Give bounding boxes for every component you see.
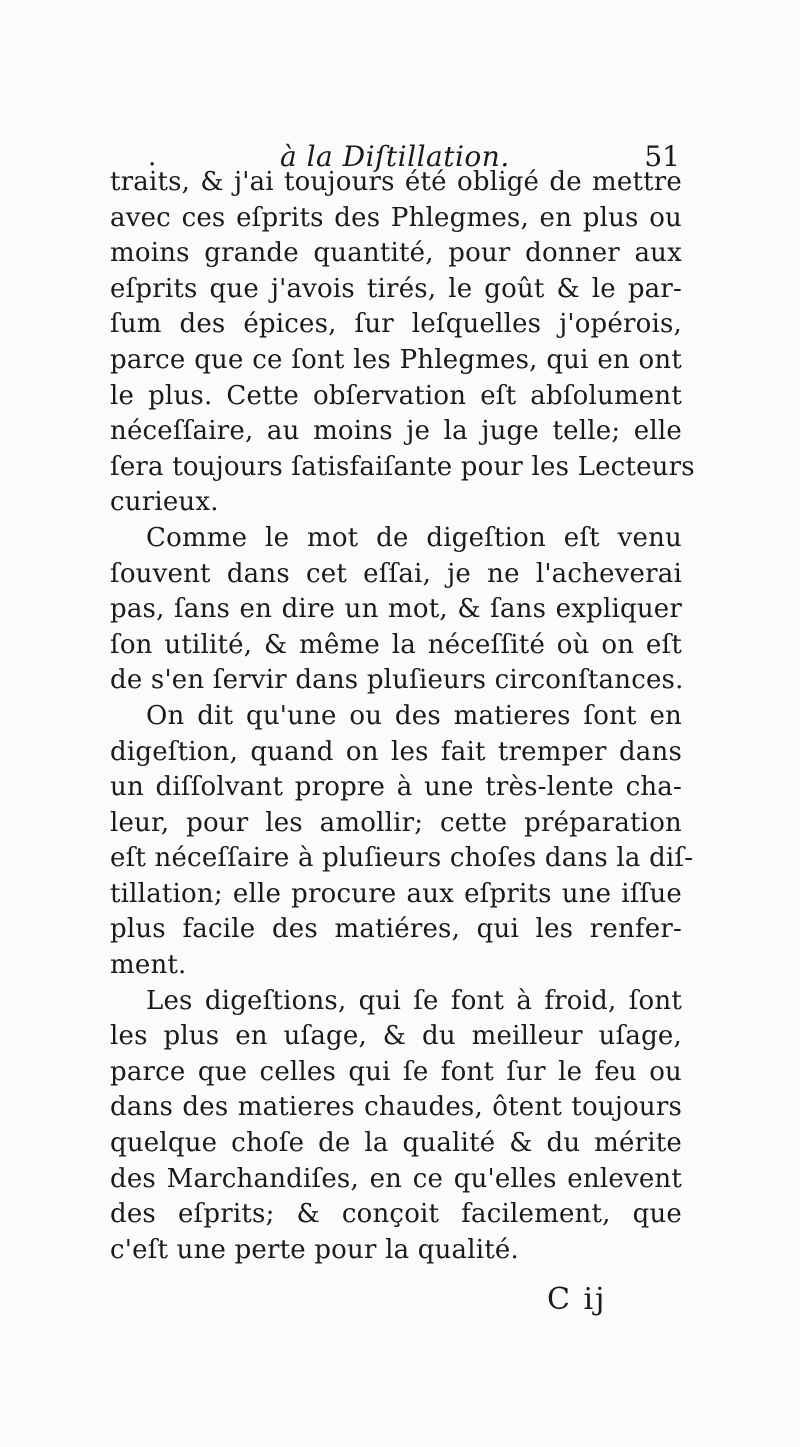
text-line: ſon utilité, & même la néceſſité où on eſt [110, 629, 682, 660]
text-line: le plus. Cette obſervation eſt abſolument [110, 380, 682, 411]
text-line: quelque choſe de la qualité & du mérite [110, 1128, 682, 1159]
text-line: parce que celles qui ſe font ſur le feu ou [110, 1056, 682, 1087]
text-line: Les digeſtions, qui ſe font à froid, ſont [146, 985, 682, 1016]
text-line: On dit qu'une ou des matieres ſont en [146, 700, 682, 731]
text-line: néceſſaire, au moins je la juge telle; elle [110, 416, 682, 447]
running-head-title: à la Diſtillation. [280, 140, 510, 173]
text-line: c'eſt une perte pour la qualité. [110, 1234, 519, 1265]
text-line: ſera toujours ſatisfaiſante pour les Lecteurs [110, 451, 695, 482]
text-line: les plus en uſage, & du meilleur uſage, [110, 1021, 682, 1052]
page-number: 51 [644, 140, 680, 173]
text-line: ſouvent dans cet eſſai, je ne l'acheverai [110, 558, 682, 589]
text-line: parce que ce ſont les Phlegmes, qui en ont [110, 344, 682, 375]
text-line: avec ces eſprits des Phlegmes, en plus ou [110, 202, 682, 233]
text-line: curieux. [110, 487, 219, 518]
header-dot: . [148, 142, 157, 172]
text-line: eſprits que j'avois tirés, le goût & le par- [110, 273, 682, 304]
text-line: ſum des épices, ſur leſquelles j'opérois, [110, 309, 682, 340]
text-line: de s'en ſervir dans pluſieurs circonſtances. [110, 665, 684, 696]
text-line: des eſprits; & conçoit facilement, que [110, 1199, 682, 1230]
text-line: ment. [110, 950, 187, 981]
text-line: traits, & j'ai toujours été obligé de mettre [110, 167, 682, 197]
text-line: eſt néceſſaire à pluſieurs choſes dans la diſ- [110, 843, 694, 874]
body-text [110, 165, 695, 1268]
signature-mark: C ij [547, 1282, 607, 1317]
text-line: digeſtion, quand on les fait tremper dans [110, 736, 682, 767]
text-line: dans des matieres chaudes, ôtent toujours [110, 1092, 682, 1123]
text-line: tillation; elle procure aux eſprits une iſſue [110, 878, 682, 909]
text-line: leur, pour les amollir; cette préparation [110, 807, 682, 838]
text-line: des Marchandiſes, en ce qu'elles enlevent [110, 1163, 682, 1194]
text-line: moins grande quantité, pour donner aux [110, 238, 682, 269]
text-line: Comme le mot de digeſtion eſt venu [146, 522, 682, 553]
text-line: un diſſolvant propre à une très-lente cha- [110, 772, 682, 803]
text-line: pas, ſans en dire un mot, & ſans expliquer [110, 594, 682, 625]
text-line: plus facile des matiéres, qui les renfer- [110, 914, 682, 945]
